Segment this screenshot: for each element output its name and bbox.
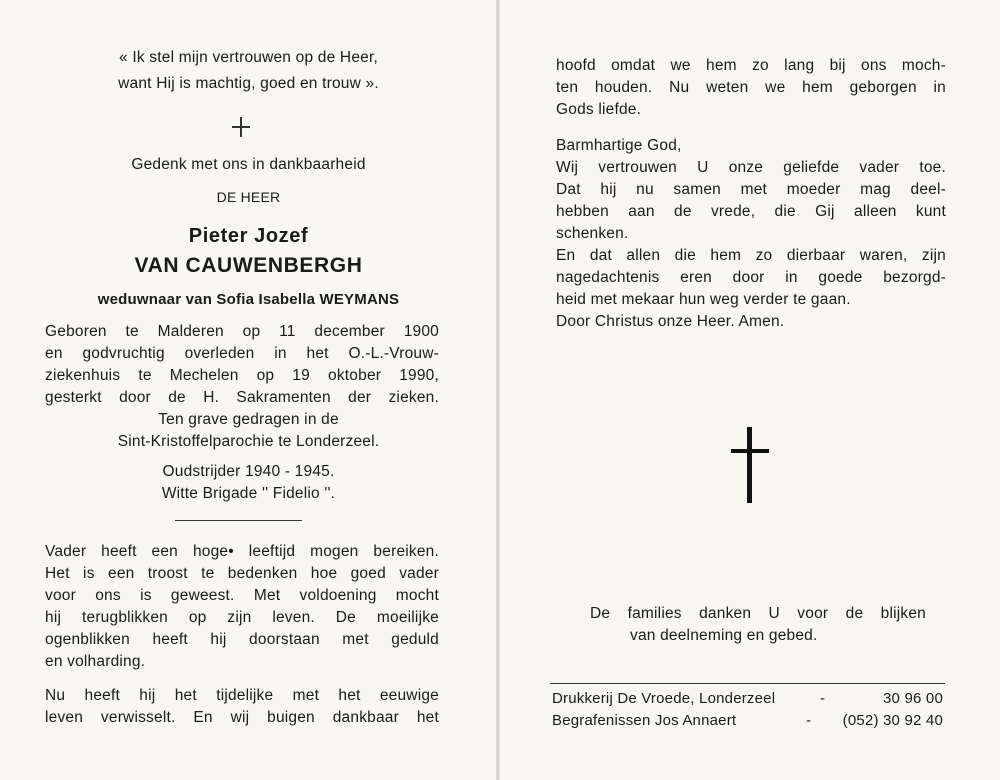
cross-icon — [231, 117, 251, 137]
prayer-line-9: Door Christus onze Heer. Amen. — [556, 313, 785, 330]
para2-line-1: Nu heeft hij het tijdelijke met het eeuwige — [45, 687, 439, 704]
para1-line-3: voor ons is geweest. Met voldoening mocht — [45, 587, 439, 604]
quote-line-2: want Hij is machtig, goed en trouw ». — [118, 75, 379, 92]
surname: VAN CAUWENBERGH — [134, 254, 363, 277]
bio-line-5: Ten grave gedragen in de — [158, 411, 339, 428]
left-page — [0, 0, 497, 780]
prayer-line-4: hebben aan de vrede, die Gij alleen kunt — [556, 203, 946, 220]
veteran-line-2: Witte Brigade '' Fidelio ''. — [161, 485, 336, 502]
printer-label: Drukkerij De Vroede, Londerzeel — [552, 690, 776, 707]
prayer-line-6: En dat allen die hem zo dierbaar waren, zijn — [556, 247, 946, 264]
prayer-line-8: heid met mekaar hun weg verder te gaan. — [556, 291, 851, 308]
bio-line-4: gesterkt door de H. Sakramenten der zieken. — [45, 389, 439, 406]
printer-phone: 30 96 00 — [883, 690, 943, 707]
para1-line-6: en volharding. — [45, 653, 146, 670]
first-names: Pieter Jozef — [188, 225, 309, 247]
widower-line: weduwnaar van Sofia Isabella WEYMANS — [97, 291, 400, 308]
prayer-line-7: nagedachtenis eren door in goede bezorgd- — [556, 269, 946, 286]
bio-line-2: en godvruchtig overleden in het O.-L.-Vrouw- — [45, 345, 439, 362]
para2-line-2: leven verwisselt. En wij buigen dankbaar het — [45, 709, 439, 726]
veteran-line-1: Oudstrijder 1940 - 1945. — [162, 463, 335, 480]
prayer-line-5: schenken. — [556, 225, 629, 242]
remember-line: Gedenk met ons in dankbaarheid — [131, 156, 366, 173]
bio-line-6: Sint-Kristoffelparochie te Londerzeel. — [117, 433, 380, 450]
thanks-line-1: De families danken U voor de blijken — [590, 605, 926, 622]
undertaker-label: Begrafenissen Jos Annaert — [552, 712, 737, 729]
quote-line-1: « Ik stel mijn vertrouwen op de Heer, — [119, 49, 378, 66]
bio-line-1: Geboren te Malderen op 11 december 1900 — [45, 323, 439, 340]
undertaker-phone: (052) 30 92 40 — [842, 712, 943, 729]
right-para1-line-2: ten houden. Nu weten we hem geborgen in — [556, 79, 946, 96]
para1-line-4: hij terugblikken op zijn leven. De moeilijke — [45, 609, 439, 626]
right-para1-line-3: Gods liefde. — [556, 101, 642, 118]
prayer-line-1: Barmhartige God, — [556, 137, 682, 154]
separator-rule — [175, 520, 302, 521]
footer-divider — [550, 683, 945, 684]
para1-line-1: Vader heeft een hoge• leeftijd mogen bereiken. — [45, 543, 439, 560]
bio-line-3: ziekenhuis te Mechelen op 19 oktober 1990, — [45, 367, 439, 384]
printer-sep: - — [820, 690, 826, 707]
undertaker-sep: - — [806, 712, 812, 729]
thanks-line-2: van deelneming en gebed. — [630, 627, 818, 644]
para1-line-5: ogenblikken heeft hij doorstaan met geduld — [45, 631, 439, 648]
para1-line-2: Het is een troost te bedenken hoe goed vader — [45, 565, 439, 582]
prayer-line-3: Dat hij nu samen met moeder mag deel- — [556, 181, 946, 198]
prayer-line-2: Wij vertrouwen U onze geliefde vader toe. — [556, 159, 946, 176]
honorific: DE HEER — [216, 189, 281, 205]
right-para1-line-1: hoofd omdat we hem zo lang bij ons moch- — [556, 57, 946, 74]
latin-cross-icon — [731, 427, 769, 503]
